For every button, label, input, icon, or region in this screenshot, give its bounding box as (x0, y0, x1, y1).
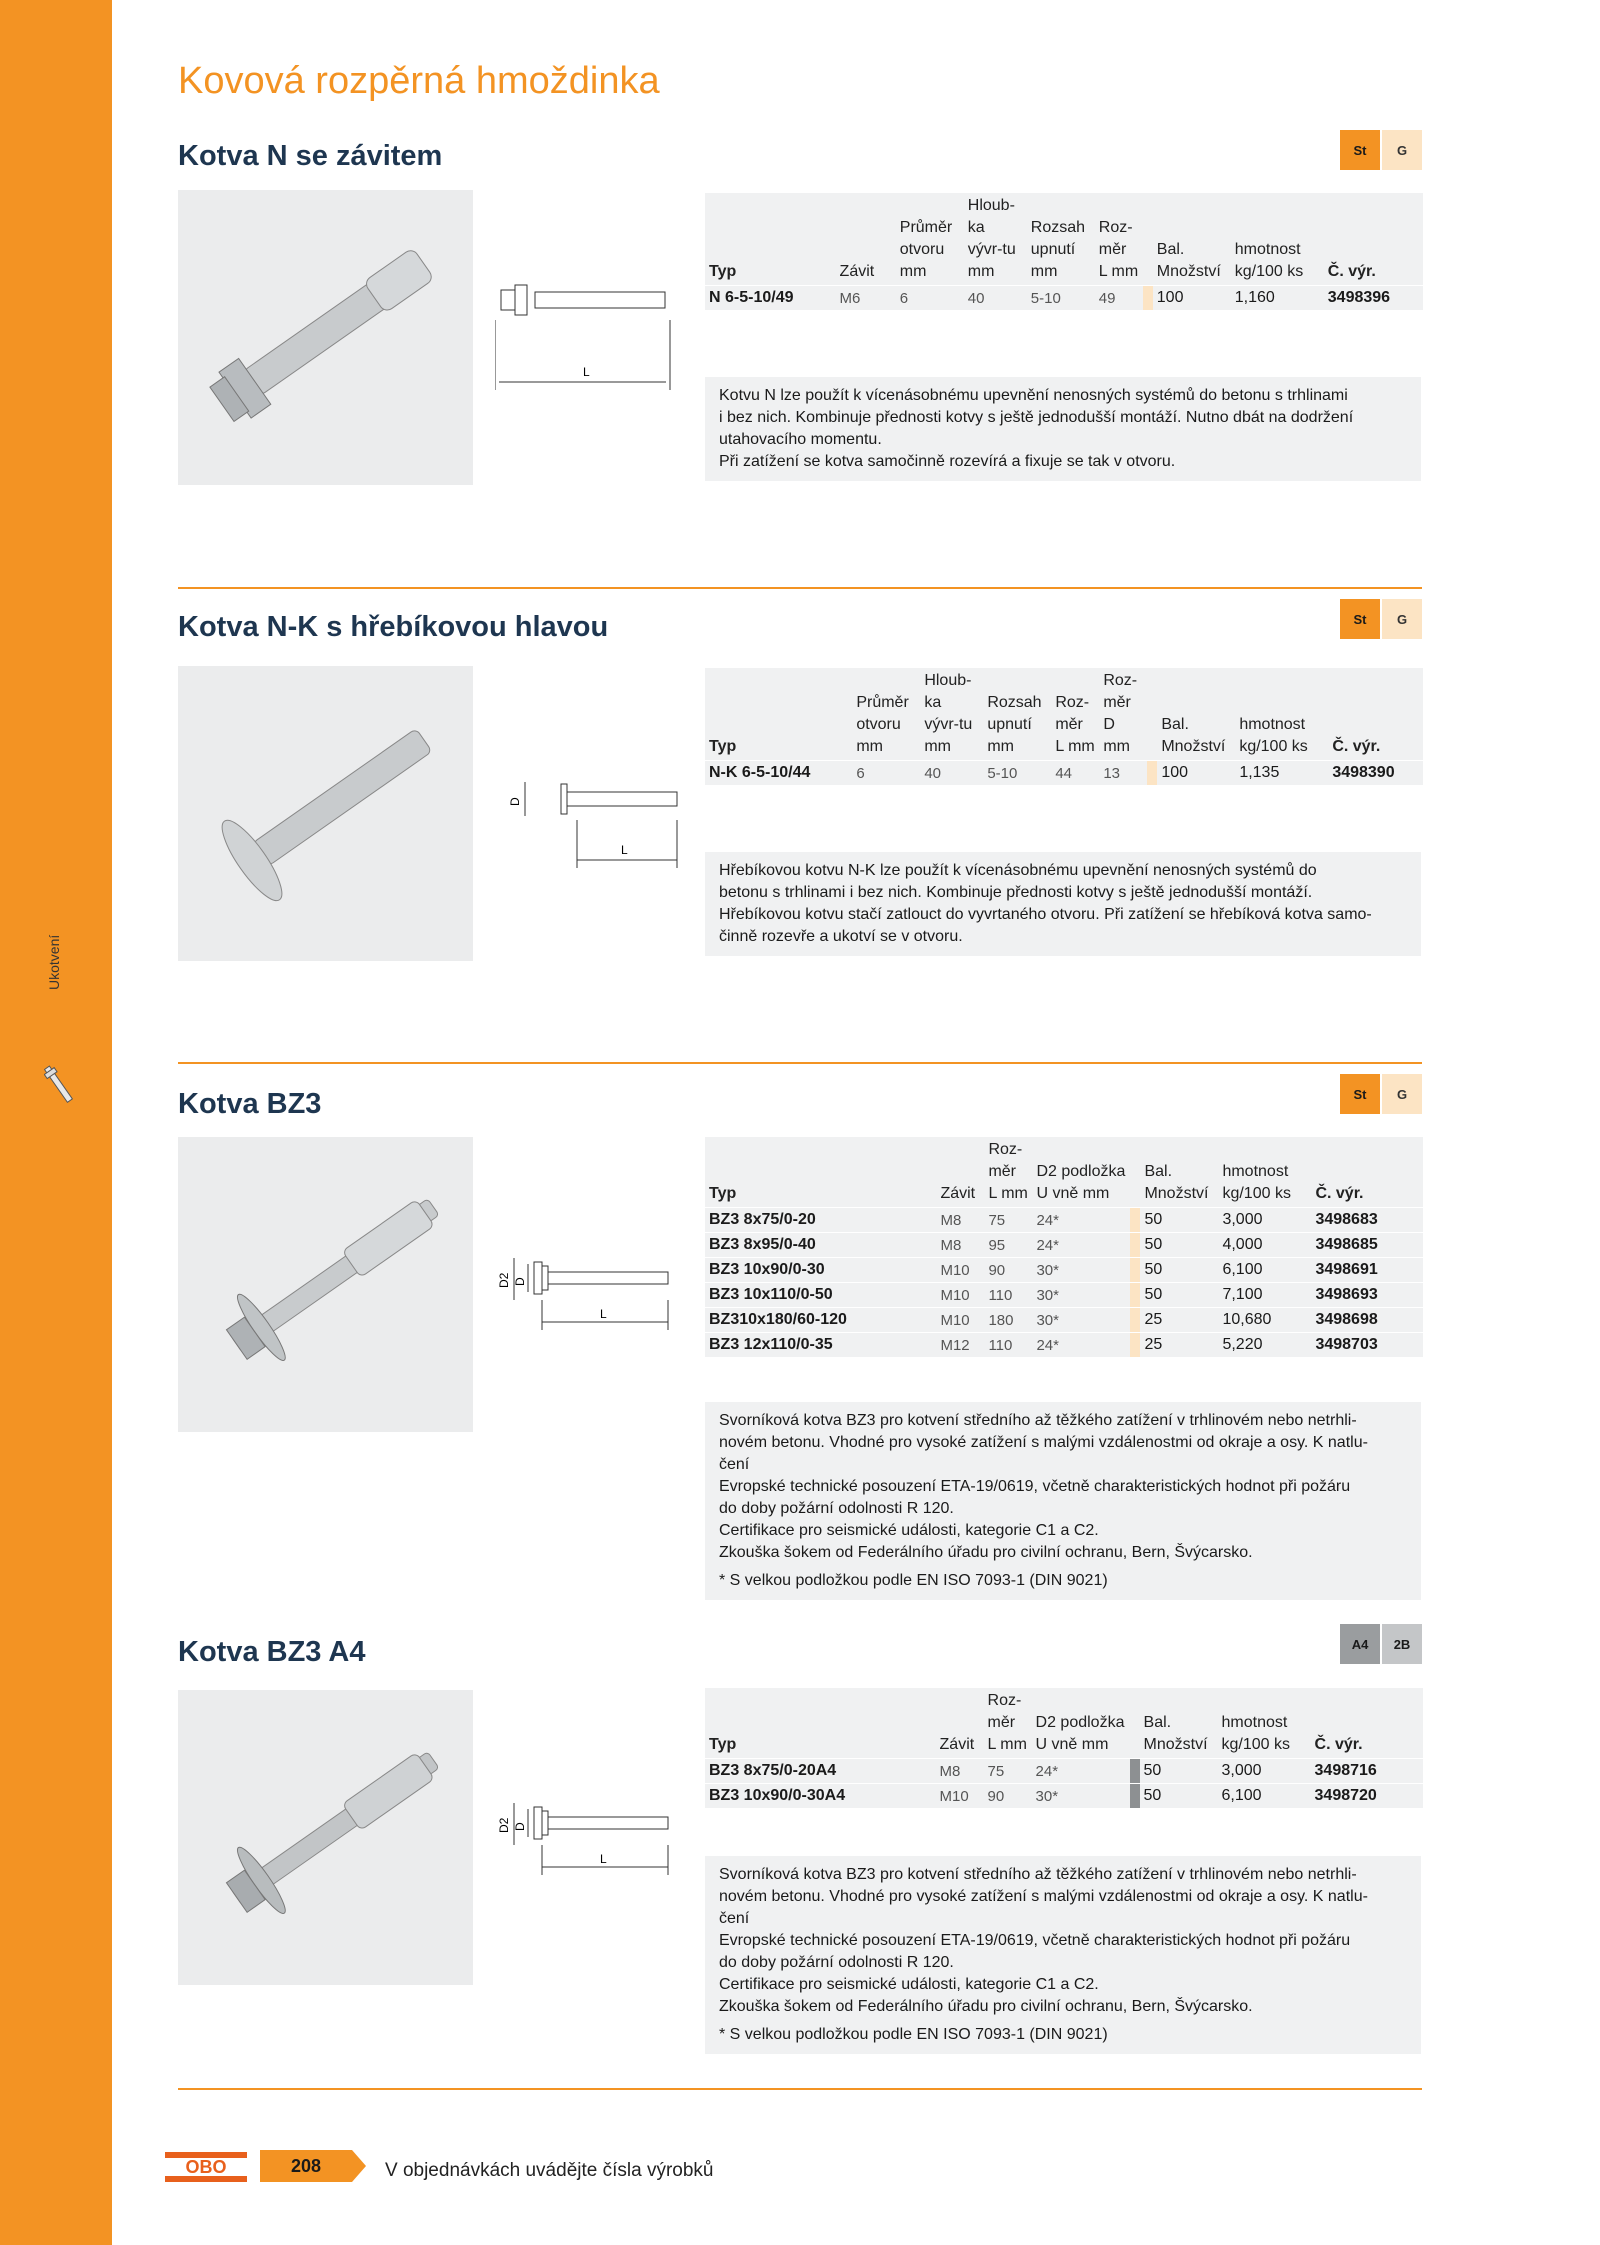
technical-drawing-n (495, 270, 685, 400)
table-row: N-K 6-5-10/44 6 40 5-10 44 13 100 1,135 3498390 (705, 761, 1423, 786)
badge-2b: 2B (1382, 1624, 1422, 1664)
badge-a4: A4 (1340, 1624, 1380, 1664)
material-badges (1340, 599, 1422, 639)
col-rozsah: Rozsah upnutí mm (987, 694, 1042, 755)
spec-table-n (705, 193, 1423, 310)
spec-table-bz3 (705, 1137, 1423, 1357)
col-rozmer: Roz-měr L mm (988, 1141, 1028, 1202)
table-row: BZ3 8x75/0-20A4 M8 75 24* 50 3,000 3498716 (705, 1759, 1423, 1784)
dim-label-d2: D2 (497, 1817, 511, 1833)
col-d2: D2 podložka U vně mm (1035, 1714, 1125, 1753)
col-hmotnost: hmotnost kg/100 ks (1222, 1163, 1291, 1202)
section-title: Kotva BZ3 (178, 1088, 322, 1120)
technical-drawing-bz3-a4 (490, 1795, 685, 1880)
col-rozsah: Rozsah upnutí mm (1030, 219, 1086, 280)
section-title: Kotva N-K s hřebíkovou hlavou (178, 611, 609, 643)
col-rozmer-d: Roz-měr D mm (1103, 672, 1138, 755)
col-d2: D2 podložka U vně mm (1036, 1163, 1126, 1202)
col-typ: Typ (709, 1736, 737, 1753)
col-zavit: Závit (839, 263, 875, 280)
col-hloubka: Hloub-ka vývr-tu mm (967, 197, 1016, 280)
page-arrow-icon (352, 2150, 366, 2182)
side-label: Ukotvení (46, 934, 62, 990)
col-hmotnost: hmotnost kg/100 ks (1221, 1714, 1291, 1753)
dim-label-l: L (600, 1307, 607, 1321)
anchor-photo-icon (178, 666, 473, 961)
technical-drawing-nk (505, 752, 685, 872)
anchor-photo-icon (178, 1137, 473, 1432)
badge-g: G (1382, 1074, 1422, 1114)
col-hmotnost: hmotnost kg/100 ks (1239, 716, 1308, 755)
table-row: BZ3 10x110/0-50 M10 110 30* 50 7,100 3498693 (705, 1283, 1423, 1308)
badge-g: G (1382, 130, 1422, 170)
description-n: Kotvu N lze použít k vícenásobnému upevnění nenosných systémů do betonu s trhlinami i bez nich. Kombinuje přednosti kotvy s ještě jednodušší montáží. Nutno dbát na dodržení utahovacího momentu. Při zatížení se kotva samočinně rozevírá a fixuje se tak v otvoru. (705, 377, 1421, 481)
col-rozmer: Roz-měr L mm (987, 1692, 1027, 1753)
bottom-divider (178, 2088, 1422, 2090)
col-typ: Typ (709, 1185, 737, 1202)
col-bal: Bal. Množství (1143, 1714, 1208, 1753)
dim-label-d: D (513, 1822, 527, 1831)
material-badges (1340, 1624, 1422, 1664)
material-badges (1340, 130, 1422, 170)
dim-label-l: L (621, 843, 628, 857)
col-zavit: Závit (940, 1185, 976, 1202)
badge-st: St (1340, 599, 1380, 639)
col-bal: Bal. Množství (1144, 1163, 1209, 1202)
spec-table-nk (705, 668, 1423, 785)
table-row: BZ3 8x75/0-20 M8 75 24* 50 3,000 3498683 (705, 1208, 1423, 1233)
col-prumer: Průměr otvoru mm (899, 219, 953, 280)
col-zavit: Závit (939, 1736, 975, 1753)
table-row: BZ3 10x90/0-30 M10 90 30* 50 6,100 3498691 (705, 1258, 1423, 1283)
technical-drawing-bz3 (490, 1250, 685, 1335)
svg-text:OBO: OBO (185, 2157, 227, 2177)
dim-label-l: L (583, 365, 590, 379)
table-row: BZ3 12x110/0-35 M12 110 24* 25 5,220 3498703 (705, 1333, 1423, 1358)
col-rozmer: Roz-měr L mm (1098, 219, 1139, 280)
col-cvyr: Č. výr. (1327, 263, 1376, 280)
anchor-photo-icon (178, 190, 473, 485)
dim-label-l: L (600, 1852, 607, 1866)
product-photo-n (178, 190, 473, 485)
description-bz3-a4: Svorníková kotva BZ3 pro kotvení středního až těžkého zatížení v trhlinovém nebo netrhli- novém betonu. Vhodné pro vysoké zatížení s malými vzdálenostmi od okraje a osy. K natlu- čení Evropské technické posouzení ETA-19/0619, včetně charakteristických hodnot při požáru do doby požární odolnosti R 120. Certifikace pro seismické události, kategorie C1 a C2. Zkouška šokem od Federálního úřadu pro civilní ochranu, Bern, Švýcarsko. * S velkou podložkou podle EN ISO 7093-1 (DIN 9021) (705, 1856, 1421, 2054)
col-bal: Bal. Množství (1161, 716, 1226, 755)
description-bz3: Svorníková kotva BZ3 pro kotvení středního až těžkého zatížení v trhlinovém nebo netrhli- novém betonu. Vhodné pro vysoké zatížení s malými vzdálenostmi od okraje a osy. K natlu- čení Evropské technické posouzení ETA-19/0619, včetně charakteristických hodnot při požáru do doby požární odolnosti R 120. Certifikace pro seismické události, kategorie C1 a C2. Zkouška šokem od Federálního úřadu pro civilní ochranu, Bern, Švýcarsko. * S velkou podložkou podle EN ISO 7093-1 (DIN 9021) (705, 1402, 1421, 1600)
sidebar-strip (0, 0, 112, 2245)
badge-st: St (1340, 130, 1380, 170)
col-rozmer: Roz-měr L mm (1055, 694, 1095, 755)
col-hloubka: Hloub-ka vývr-tu mm (924, 672, 973, 755)
col-cvyr: Č. výr. (1315, 1185, 1364, 1202)
material-badges (1340, 1074, 1422, 1114)
col-prumer: Průměr otvoru mm (856, 694, 909, 755)
dim-label-d: D (508, 797, 522, 806)
dim-label-d2: D2 (497, 1272, 511, 1288)
badge-g: G (1382, 599, 1422, 639)
product-photo-bz3 (178, 1137, 473, 1432)
product-photo-bz3-a4 (178, 1690, 473, 1985)
table-row: BZ3 8x95/0-40 M8 95 24* 50 4,000 3498685 (705, 1233, 1423, 1258)
table-row: N 6-5-10/49 M6 6 40 5-10 49 100 1,160 3498396 (705, 286, 1423, 311)
footer-text: V objednávkách uvádějte čísla výrobků (385, 2160, 714, 2181)
product-photo-nk (178, 666, 473, 961)
obo-logo (165, 2152, 247, 2182)
col-hmotnost: hmotnost kg/100 ks (1234, 241, 1304, 280)
description-nk: Hřebíkovou kotvu N-K lze použít k vícenásobnému upevnění nenosných systémů do betonu s trhlinami i bez nich. Kombinuje přednosti kotvy s ještě jednodušší montáží. Hřebíkovou kotvu stačí zatlouct do vyvrtaného otvoru. Při zatížení se hřebíková kotva samo- činně rozevře a ukotví se v otvoru. (705, 852, 1421, 956)
spec-table-bz3-a4 (705, 1688, 1423, 1808)
dim-label-d: D (513, 1277, 527, 1286)
col-bal: Bal. Množství (1156, 241, 1221, 280)
anchor-icon (44, 1060, 74, 1110)
section-title: Kotva BZ3 A4 (178, 1636, 366, 1668)
col-typ: Typ (709, 263, 737, 280)
table-row: BZ310x180/60-120 M10 180 30* 25 10,680 3498698 (705, 1308, 1423, 1333)
section-title: Kotva N se závitem (178, 140, 443, 172)
anchor-photo-icon (178, 1690, 473, 1985)
page-number: 208 (260, 2150, 352, 2182)
table-row: BZ3 10x90/0-30A4 M10 90 30* 50 6,100 3498720 (705, 1784, 1423, 1809)
col-cvyr: Č. výr. (1332, 738, 1381, 755)
col-typ: Typ (709, 738, 737, 755)
page-title: Kovová rozpěrná hmoždinka (178, 60, 660, 102)
col-cvyr: Č. výr. (1314, 1736, 1363, 1753)
badge-st: St (1340, 1074, 1380, 1114)
